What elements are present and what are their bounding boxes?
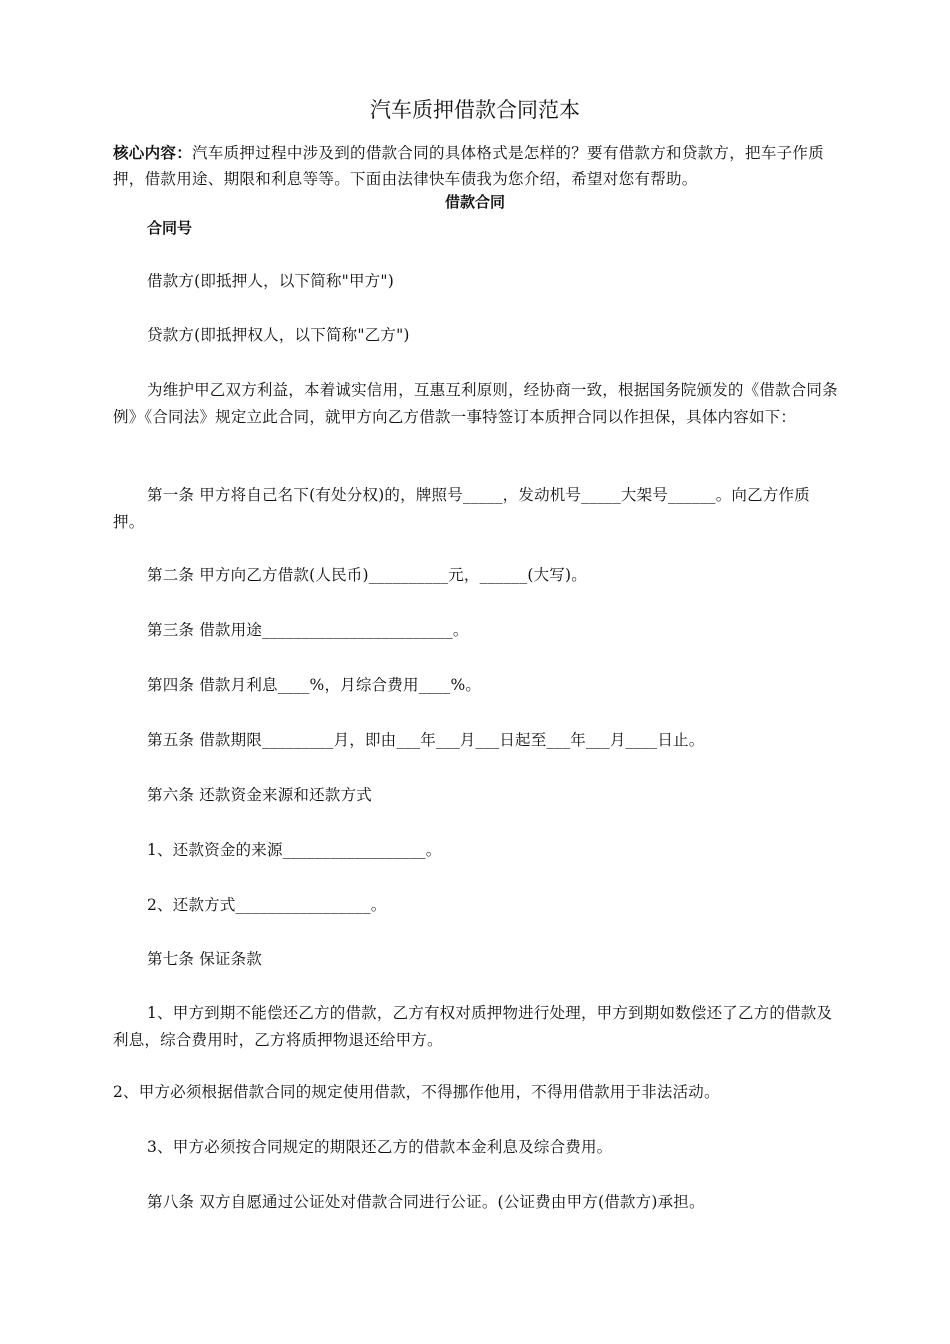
intro-label: 核心内容：	[113, 144, 193, 162]
clause-article-4: 第四条 借款月利息____%，月综合费用____%。	[147, 676, 482, 694]
contract-subtitle: 借款合同	[444, 193, 505, 211]
clause-article-2: 第二条 甲方向乙方借款(人民币)__________元，______(大写)。	[147, 566, 587, 584]
clause-borrower: 借款方(即抵押人，以下简称"甲方")	[147, 272, 394, 290]
clause-article-1: 第一条 甲方将自己名下(有处分权)的，牌照号_____，发动机号_____大架号______。向乙方作质押。	[113, 486, 810, 531]
clause-preamble: 为维护甲乙双方利益，本着诚实信用，互惠互利原则，经协商一致，根据国务院颁发的《借款合同条例》《合同法》规定立此合同，就甲方向乙方借款一事特签订本质押合同以作担保，具体内容如下：	[113, 381, 838, 426]
clause-7-item-3: 3、甲方必须按合同规定的期限还乙方的借款本金利息及综合费用。	[147, 1138, 613, 1156]
clause-article-6: 第六条 还款资金来源和还款方式	[147, 786, 372, 804]
contract-number-label: 合同号	[147, 219, 193, 237]
clause-7-item-2: 2、甲方必须根据借款合同的规定使用借款，不得挪作他用，不得用借款用于非法活动。	[113, 1083, 720, 1101]
intro-paragraph	[113, 140, 840, 192]
clause-article-5: 第五条 借款期限_________月，即由___年___月___日起至___年___月____日止。	[147, 731, 705, 749]
clause-lender: 贷款方(即抵押权人，以下简称"乙方")	[147, 326, 410, 344]
clause-6-item-1: 1、还款资金的来源__________________。	[147, 841, 442, 859]
clause-article-3: 第三条 借款用途________________________。	[147, 621, 469, 639]
intro-text: 汽车质押过程中涉及到的借款合同的具体格式是怎样的？要有借款方和贷款方，把车子作质押，借款用途、期限和利息等等。下面由法律快车债我为您介绍，希望对您有帮助。	[113, 144, 825, 188]
document-title: 汽车质押借款合同范本	[370, 98, 580, 122]
clause-article-8: 第八条 双方自愿通过公证处对借款合同进行公证。(公证费由甲方(借款方)承担。	[147, 1193, 705, 1211]
clause-article-7: 第七条 保证条款	[147, 950, 263, 968]
clause-6-item-2: 2、还款方式_________________。	[147, 896, 387, 914]
clause-7-item-1: 1、甲方到期不能偿还乙方的借款，乙方有权对质押物进行处理，甲方到期如数偿还了乙方的借款及利息，综合费用时，乙方将质押物退还给甲方。	[113, 1004, 833, 1049]
